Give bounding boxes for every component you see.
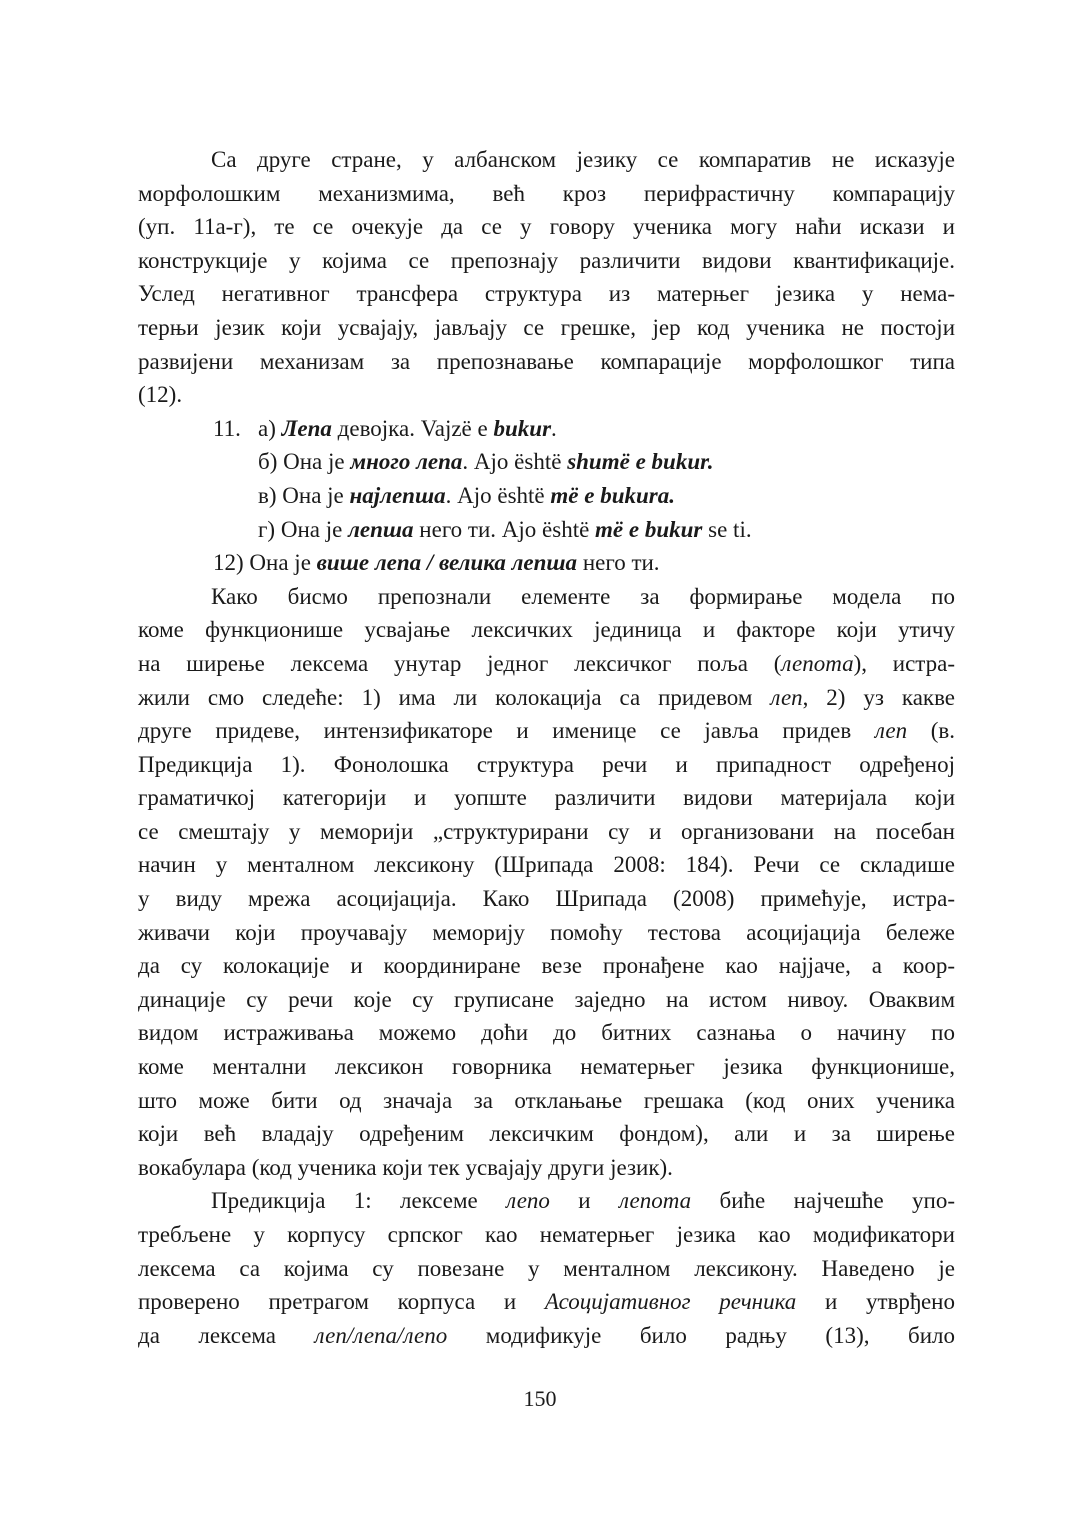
text-run: да су колокације и координиране везе пронађене као најјаче, а коор-	[138, 953, 955, 979]
example-number: 11.	[213, 415, 241, 441]
text-run: ), истра-	[853, 650, 955, 676]
text-line	[138, 244, 955, 278]
bold-italic-term: bukur	[493, 415, 552, 441]
text-line	[138, 1016, 955, 1050]
text-line	[138, 378, 955, 412]
text-run: коме функционише усвајање лексичких јединица и факторе који утичу	[138, 617, 955, 643]
italic-term: лепо	[506, 1188, 550, 1214]
text-run: морфолошким механизмима, већ кроз перифрастичну компарацију	[138, 180, 955, 206]
text-run: Она је	[243, 550, 317, 576]
text-line	[138, 1319, 955, 1353]
text-run: Како бисмо препознали елементе за формирање модела по	[211, 583, 955, 609]
text-line	[138, 210, 955, 244]
text-line	[138, 1184, 955, 1218]
text-run: који већ владају одређеним лексичким фондом), али и за ширење	[138, 1121, 955, 1147]
text-run: Са друге стране, у албанском језику се компаратив не исказује	[211, 147, 955, 172]
text-line	[138, 815, 955, 849]
text-run: (в.	[907, 718, 955, 744]
text-line	[138, 781, 955, 815]
text-line	[138, 848, 955, 882]
text-line	[138, 983, 955, 1017]
text-line	[138, 345, 955, 379]
text-run: видом истраживања можемо доћи до битних сазнања о начину по	[138, 1020, 955, 1046]
bold-italic-term: најлепша	[349, 482, 446, 508]
text-run: да лексема	[138, 1322, 315, 1348]
text-line	[138, 1117, 955, 1151]
text-run: начин у менталном лексикону (Шрипада 2008: 184). Речи се складише	[138, 852, 955, 878]
text-run: се смештају у меморији „структурирани су и организовани на посебан	[138, 818, 955, 844]
example-item	[138, 546, 955, 580]
text-line	[138, 277, 955, 311]
paragraph	[138, 143, 955, 412]
example-list	[138, 412, 955, 580]
text-run: требљене у корпусу српског као нематерњег језика као модификатори	[138, 1222, 955, 1247]
page-number: 150	[523, 1386, 557, 1411]
bold-italic-term: më e bukura.	[550, 482, 675, 508]
text-line	[138, 580, 955, 614]
paragraph	[138, 580, 955, 1185]
text-run: .	[551, 415, 557, 441]
text-line	[138, 1252, 955, 1286]
italic-term: Асоцијативног речника	[544, 1289, 797, 1315]
text-run: б) Она је	[258, 449, 351, 475]
bold-italic-term: више лепа / велика лепша	[316, 550, 578, 576]
text-run: (уп. 11а-г), те се очекује да се у говору ученика могу наћи искази и	[138, 214, 955, 240]
text-line	[138, 1084, 955, 1118]
text-run: (12).	[138, 382, 183, 408]
text-run: и	[549, 1188, 619, 1214]
text-run: динације су речи које су груписане заједно на истом нивоу. Оваквим	[138, 986, 955, 1012]
text-run: se ti.	[702, 516, 752, 542]
bold-italic-term: shumë e bukur.	[567, 449, 714, 475]
text-run: и утврђено	[796, 1289, 955, 1315]
example-item	[138, 412, 955, 446]
italic-term: леп/лепа/лепо	[314, 1322, 448, 1348]
text-run: . Ajo është	[462, 449, 568, 475]
text-run: в) Она је	[258, 482, 350, 508]
text-run: г) Она је	[258, 516, 349, 542]
example-item	[138, 479, 955, 513]
text-run: него ти. Ajo është	[413, 516, 596, 542]
text-run: коме ментални лексикон говорника нематерњег језика функционише,	[138, 1054, 955, 1080]
italic-term: лепота	[781, 650, 854, 676]
text-run: у виду мрежа асоцијација. Како Шрипада (2008) примећује, истра-	[138, 886, 955, 912]
italic-term: леп	[874, 718, 908, 744]
text-run: , 2) уз какве	[802, 684, 956, 710]
text-run: развијени механизам за препознавање компарације морфолошког типа	[138, 348, 955, 374]
bold-italic-term: Лепа	[281, 415, 332, 441]
text-run: конструкције у којима се препознају различити видови квантификације.	[138, 247, 955, 273]
text-line	[138, 1050, 955, 1084]
text-run: биће најчешће упо-	[691, 1188, 955, 1214]
text-run: модификује било радњу (13), било	[447, 1322, 955, 1348]
text-run: граматичкој категорији и уопште различити видови материјала који	[138, 785, 955, 811]
text-run: проверено претрагом корпуса и	[138, 1289, 545, 1315]
example-number: 12)	[213, 550, 244, 576]
paragraph	[138, 1184, 955, 1352]
example-item	[138, 445, 955, 479]
text-run: жили смо следеће: 1) има ли колокација са придевом	[138, 684, 771, 710]
text-run: лексема са којима су повезане у менталном лексикону. Наведено је	[138, 1255, 955, 1281]
text-line	[138, 882, 955, 916]
text-run: . Ajo është	[445, 482, 551, 508]
bold-italic-term: më e bukur	[595, 516, 703, 542]
text-line	[138, 748, 955, 782]
text-line	[138, 177, 955, 211]
text-run: Услед негативног трансфера структура из матерњег језика у нема-	[138, 281, 955, 307]
italic-term: леп	[770, 684, 803, 710]
italic-term: лепота	[618, 1188, 692, 1214]
text-line	[138, 143, 955, 177]
text-run: што може бити од значаја за отклањање грешака (код оних ученика	[138, 1087, 955, 1113]
page-body	[138, 143, 955, 1352]
text-run: живачи који проучавају меморију помоћу тестова асоцијација бележе	[138, 919, 955, 945]
bold-italic-term: лепша	[348, 516, 414, 542]
text-run: Предикција 1: лексеме	[211, 1188, 507, 1214]
text-run: на ширење лексема унутар једног лексичког поља (	[138, 650, 782, 676]
text-line	[138, 311, 955, 345]
text-run: а)	[258, 415, 282, 441]
text-line	[138, 714, 955, 748]
text-run: него ти.	[577, 550, 660, 576]
text-line	[138, 681, 955, 715]
text-line	[138, 1218, 955, 1252]
text-line	[138, 613, 955, 647]
text-line	[138, 949, 955, 983]
text-run: друге придеве, интензификаторе и именице се јавља придев	[138, 718, 875, 744]
text-line	[138, 916, 955, 950]
text-run: Предикција 1). Фонолошка структура речи и припадност одређеној	[138, 751, 955, 777]
bold-italic-term: много лепа	[350, 449, 463, 475]
example-item	[138, 513, 955, 547]
text-line	[138, 1151, 955, 1185]
text-run: девојка. Vajzë e	[331, 415, 494, 441]
text-line	[138, 1285, 955, 1319]
text-run: вокабулара (код ученика који тек усвајају други језик).	[138, 1154, 673, 1180]
text-run: терњи језик који усвајају, јављају се грешке, јер код ученика не постоји	[138, 314, 955, 340]
text-line	[138, 647, 955, 681]
